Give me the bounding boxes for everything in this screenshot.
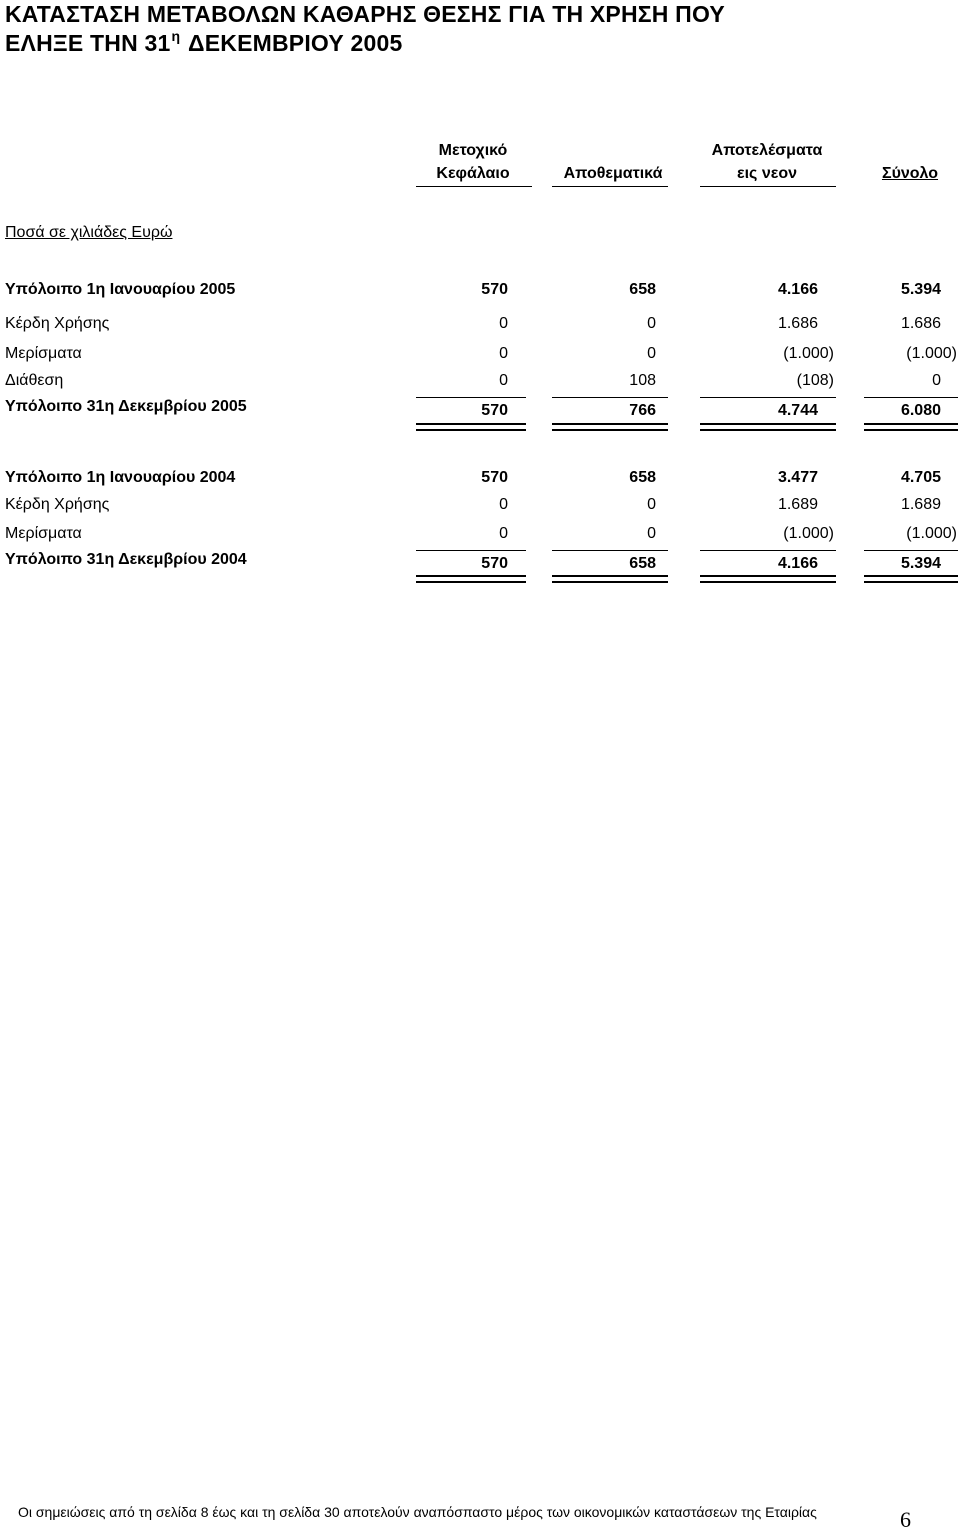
cell-retained: (1.000): [783, 525, 834, 542]
column-header-reserves: Αποθεματικά: [563, 165, 663, 182]
subtotal-rule: [552, 550, 668, 551]
cell-share-capital: 0: [499, 496, 508, 513]
table-row: [0, 315, 960, 337]
column-header-share-capital-line-1: Μετοχικό: [438, 142, 508, 159]
header-rule-reserves: [552, 186, 668, 187]
cell-total: 5.394: [900, 281, 941, 298]
subtotal-rule: [700, 550, 836, 551]
cell-reserves: 0: [647, 315, 656, 332]
cell-total: 4.705: [900, 469, 941, 486]
cell-reserves: 658: [629, 469, 656, 486]
cell-retained: (1.000): [783, 345, 834, 362]
table-row: [0, 281, 960, 303]
cell-share-capital: 570: [481, 281, 508, 298]
page-number: 6: [900, 1507, 911, 1532]
column-header-retained-line-2: εις νεον: [737, 165, 797, 182]
cell-retained: 4.166: [777, 281, 818, 298]
table-row: [0, 398, 960, 424]
cell-share-capital: 570: [481, 469, 508, 486]
total-double-rule: [416, 423, 526, 431]
subtotal-rule: [552, 397, 668, 398]
page-title: [5, 0, 955, 58]
subtotal-rule: [700, 397, 836, 398]
column-header-share-capital-line-2: Κεφάλαιο: [436, 165, 510, 182]
row-label: Υπόλοιπο 1η Ιανουαρίου 2004: [5, 469, 236, 486]
row-label: Μερίσματα: [5, 345, 82, 362]
total-double-rule: [552, 423, 668, 431]
cell-total: 1.686: [900, 315, 941, 332]
cell-reserves: 0: [647, 525, 656, 542]
row-label: Διάθεση: [5, 372, 64, 389]
cell-share-capital: 570: [481, 402, 508, 419]
cell-share-capital: 0: [499, 525, 508, 542]
column-header-share-capital: [432, 139, 514, 185]
total-double-rule: [700, 423, 836, 431]
cell-retained: 4.166: [777, 555, 818, 572]
table-row: [0, 372, 960, 394]
footer-note: Οι σημειώσεις από τη σελίδα 8 έως και τη σελίδα 30 αποτελούν αναπόσπαστο μέρος των οικονομικών καταστάσεων της Εταιρίας: [18, 1504, 817, 1520]
cell-reserves: 658: [629, 555, 656, 572]
cell-reserves: 108: [629, 372, 656, 389]
header-rule-retained: [700, 186, 836, 187]
total-double-rule: [416, 575, 526, 583]
subtotal-rule: [864, 397, 958, 398]
total-double-rule: [864, 575, 958, 583]
title-line-1: ΚΑΤΑΣΤΑΣΗ ΜΕΤΑΒΟΛΩΝ ΚΑΘΑΡΗΣ ΘΕΣΗΣ ΓΙΑ ΤΗ ΧΡΗΣΗ ΠΟΥ: [5, 1, 725, 27]
cell-total: (1.000): [906, 345, 957, 362]
cell-share-capital: 0: [499, 315, 508, 332]
total-double-rule: [864, 423, 958, 431]
table-row: [0, 345, 960, 367]
cell-total: (1.000): [906, 525, 957, 542]
cell-total: 5.394: [900, 555, 941, 572]
header-rule-share-capital: [416, 186, 532, 187]
column-header-retained-earnings: [700, 139, 834, 185]
title-ordinal-suffix: η: [171, 28, 181, 44]
cell-share-capital: 0: [499, 345, 508, 362]
cell-retained: (108): [796, 372, 834, 389]
table-row: [0, 469, 960, 491]
table-row: [0, 525, 960, 547]
title-line-2-start: ΕΛΗΞΕ ΤΗΝ 31: [5, 30, 171, 56]
subtotal-rule: [416, 397, 526, 398]
cell-share-capital: 0: [499, 372, 508, 389]
row-label: Υπόλοιπο 31η Δεκεμβρίου 2004: [5, 551, 247, 568]
table-row: [0, 551, 960, 577]
cell-retained: 1.686: [777, 315, 818, 332]
cell-total: 1.689: [900, 496, 941, 513]
row-label: Κέρδη Χρήσης: [5, 496, 110, 513]
title-line-2-end: ΔΕΚΕΜΒΡΙΟΥ 2005: [187, 30, 403, 56]
subtotal-rule: [416, 550, 526, 551]
cell-total: 6.080: [900, 402, 941, 419]
cell-retained: 3.477: [777, 469, 818, 486]
column-header-retained-line-1: Αποτελέσματα: [711, 142, 823, 159]
cell-share-capital: 570: [481, 555, 508, 572]
row-label: Μερίσματα: [5, 525, 82, 542]
total-double-rule: [552, 575, 668, 583]
subtotal-rule: [864, 550, 958, 551]
units-note: Ποσά σε χιλιάδες Ευρώ: [5, 224, 173, 241]
cell-total: 0: [932, 372, 941, 389]
cell-reserves: 658: [629, 281, 656, 298]
row-label: Κέρδη Χρήσης: [5, 315, 110, 332]
row-label: Υπόλοιπο 1η Ιανουαρίου 2005: [5, 281, 236, 298]
cell-retained: 1.689: [777, 496, 818, 513]
row-label: Υπόλοιπο 31η Δεκεμβρίου 2005: [5, 398, 247, 415]
cell-retained: 4.744: [777, 402, 818, 419]
title-line-2: [5, 29, 955, 58]
total-double-rule: [700, 575, 836, 583]
column-header-total-label: Σύνολο: [881, 165, 939, 182]
column-header-total: [874, 162, 946, 185]
cell-reserves: 0: [647, 496, 656, 513]
cell-reserves: 766: [629, 402, 656, 419]
table-row: [0, 496, 960, 518]
cell-reserves: 0: [647, 345, 656, 362]
